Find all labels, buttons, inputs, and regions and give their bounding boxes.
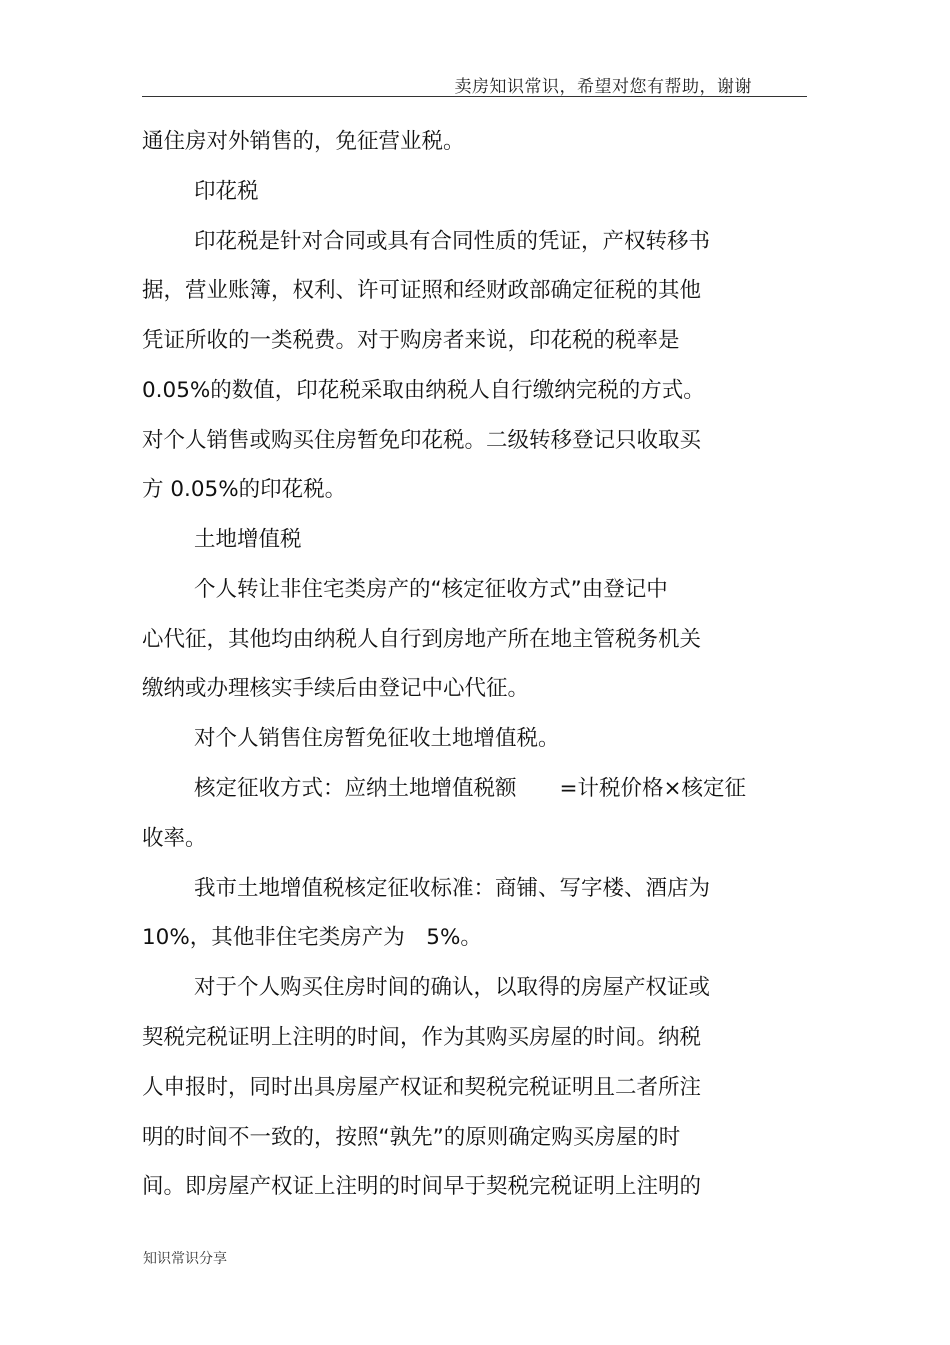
text-line: 10%，其他非住宅类房产为 5%。 <box>142 925 482 950</box>
text-line: 我市土地增值税核定征收标准：商铺、写字楼、酒店为 <box>194 876 711 901</box>
text-line: 契税完税证明上注明的时间，作为其购买房屋的时间。纳税 <box>142 1025 702 1050</box>
text-line: 对个人销售或购买住房暂免印花税。二级转移登记只收取买 <box>142 428 702 453</box>
text-line: 人申报时，同时出具房屋产权证和契税完税证明且二者所注 <box>142 1075 702 1100</box>
text-line: 印花税是针对合同或具有合同性质的凭证，产权转移书 <box>194 229 711 254</box>
text-line: 对个人销售住房暂免征收土地增值税。 <box>194 726 560 751</box>
text-line: 凭证所收的一类税费。对于购房者来说，印花税的税率是 <box>142 328 680 353</box>
page-header-title: 卖房知识常识，希望对您有帮助，谢谢 <box>454 77 752 97</box>
text-line: 核定征收方式：应纳土地增值税额 =计税价格×核定征 <box>194 776 747 801</box>
text-line: 据，营业账簿，权利、许可证照和经财政部确定征税的其他 <box>142 278 702 303</box>
section-heading-stamp-duty: 印花税 <box>194 179 259 204</box>
text-line: 个人转让非住宅类房产的“核定征收方式”由登记中 <box>194 577 668 602</box>
text-line: 间。即房屋产权证上注明的时间早于契税完税证明上注明的 <box>142 1174 702 1199</box>
header-divider <box>142 96 807 97</box>
text-line: 收率。 <box>142 826 207 851</box>
text-line: 0.05%的数值，印花税采取由纳税人自行缴纳完税的方式。 <box>142 378 705 403</box>
section-heading-land-vat: 土地增值税 <box>194 527 302 552</box>
text-line: 缴纳或办理核实手续后由登记中心代征。 <box>142 676 530 701</box>
text-line: 对于个人购买住房时间的确认，以取得的房屋产权证或 <box>194 975 711 1000</box>
text-line: 心代征，其他均由纳税人自行到房地产所在地主管税务机关 <box>142 627 702 652</box>
text-line: 明的时间不一致的，按照“孰先”的原则确定购买房屋的时 <box>142 1125 681 1150</box>
text-line: 方 0.05%的印花税。 <box>142 477 347 502</box>
page-footer: 知识常识分享 <box>143 1251 227 1267</box>
text-line: 通住房对外销售的，免征营业税。 <box>142 129 465 154</box>
